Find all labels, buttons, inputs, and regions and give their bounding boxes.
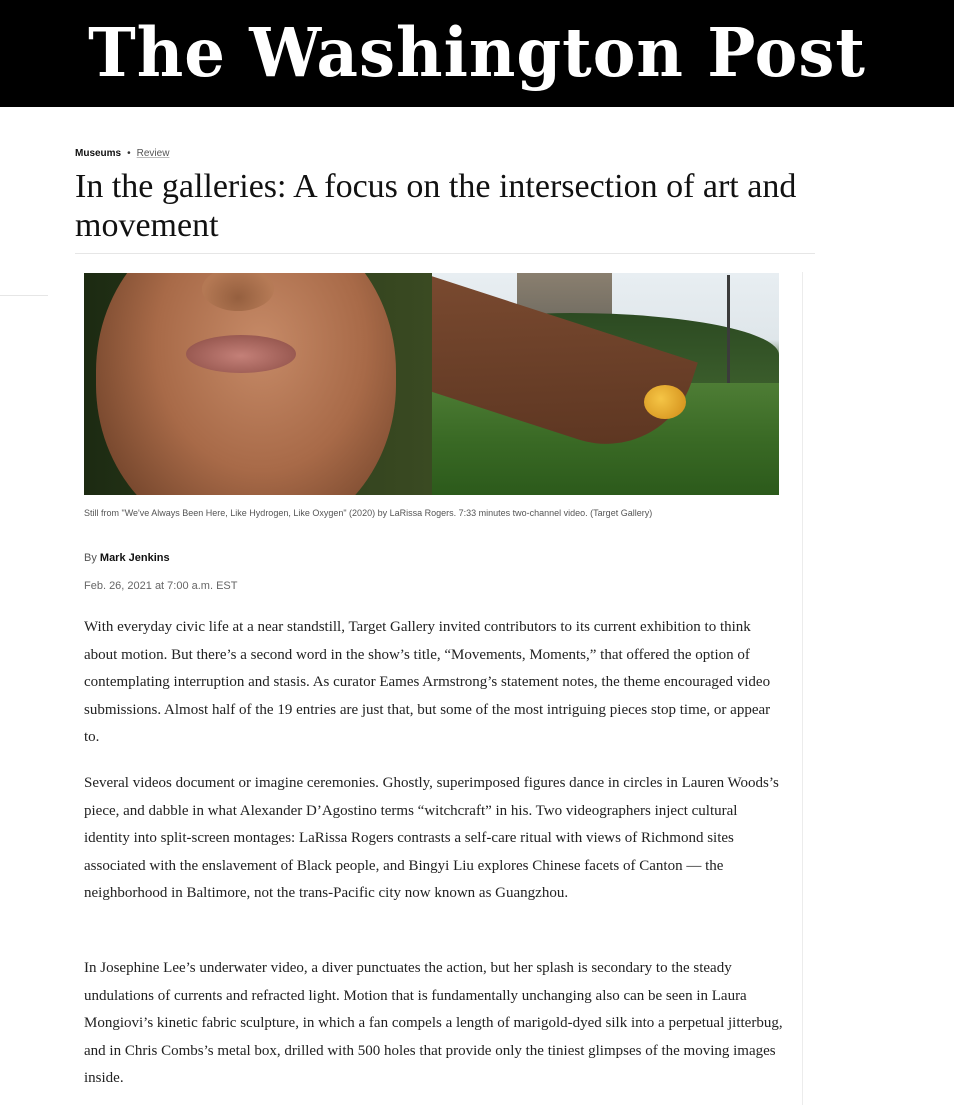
photo-caption: Still from "We've Always Been Here, Like Hydrogen, Like Oxygen" (2020) by LaRissa Rogers. 7:33 minutes two-channel video. (Target Gallery) — [84, 508, 653, 518]
right-column-divider — [802, 272, 803, 1105]
kicker — [75, 148, 169, 159]
byline — [84, 552, 170, 564]
kicker-section-link[interactable]: Museums — [75, 148, 122, 159]
article-lead-photo[interactable] — [84, 273, 779, 495]
article-paragraph: In Josephine Lee’s underwater video, a diver punctuates the action, but her splash is secondary to the steady undulations of currents and refracted light. Motion that is fundamentally unchanging also can be seen in Laura Mongiovi’s kinetic fabric sculpture, in which a fan compels a length of marigold-dyed silk into a perpetual jitterbug, and in Chris Combs’s metal box, drilled with 500 holes that provide only the tiniest glimpses of the moving images inside. — [84, 960, 783, 1086]
lips-shape — [186, 335, 296, 373]
pole-shape — [727, 275, 730, 383]
publish-date: Feb. 26, 2021 at 7:00 a.m. EST — [84, 580, 238, 592]
headline-divider — [75, 253, 815, 254]
article-paragraph: Several videos document or imagine ceremonies. Ghostly, superimposed figures dance in circles in Lauren Woods’s piece, and dabble in what Alexander D’Agostino terms “witchcraft” in his. Two videographers inject cultural identity into split-screen montages: LaRissa Rogers contrasts a self-care ritual with views of Richmond sites associated with the enslavement of Black people, and Bingyi Liu explores Chinese facets of Canton — the neighborhood in Baltimore, not the trans-Pacific city now known as Guangzhou. — [84, 775, 779, 901]
masthead-logo[interactable]: The Washington Post — [88, 13, 866, 93]
left-divider — [0, 295, 48, 296]
byline-prefix: By — [84, 552, 97, 564]
article-headline: In the galleries: A focus on the intersection of art and movement — [75, 168, 797, 244]
ball-shape — [644, 385, 686, 419]
photo-panel-face — [84, 273, 432, 495]
author-link[interactable]: Mark Jenkins — [99, 552, 170, 564]
kicker-separator: • — [127, 148, 131, 159]
masthead — [0, 0, 954, 107]
article-paragraph: With everyday civic life at a near standstill, Target Gallery invited contributors to its current exhibition to think about motion. But there’s a second word in the show’s title, “Movements, Moments,” that offered the option of contemplating interruption and stasis. As curator Eames Armstrong’s statement notes, the theme encouraged video submissions. Almost half of the 19 entries are just that, but some of the most intriguing pieces stop time, or appear to. — [84, 619, 771, 745]
photo-panel-field — [432, 273, 779, 495]
kicker-review-link[interactable]: Review — [136, 148, 170, 159]
